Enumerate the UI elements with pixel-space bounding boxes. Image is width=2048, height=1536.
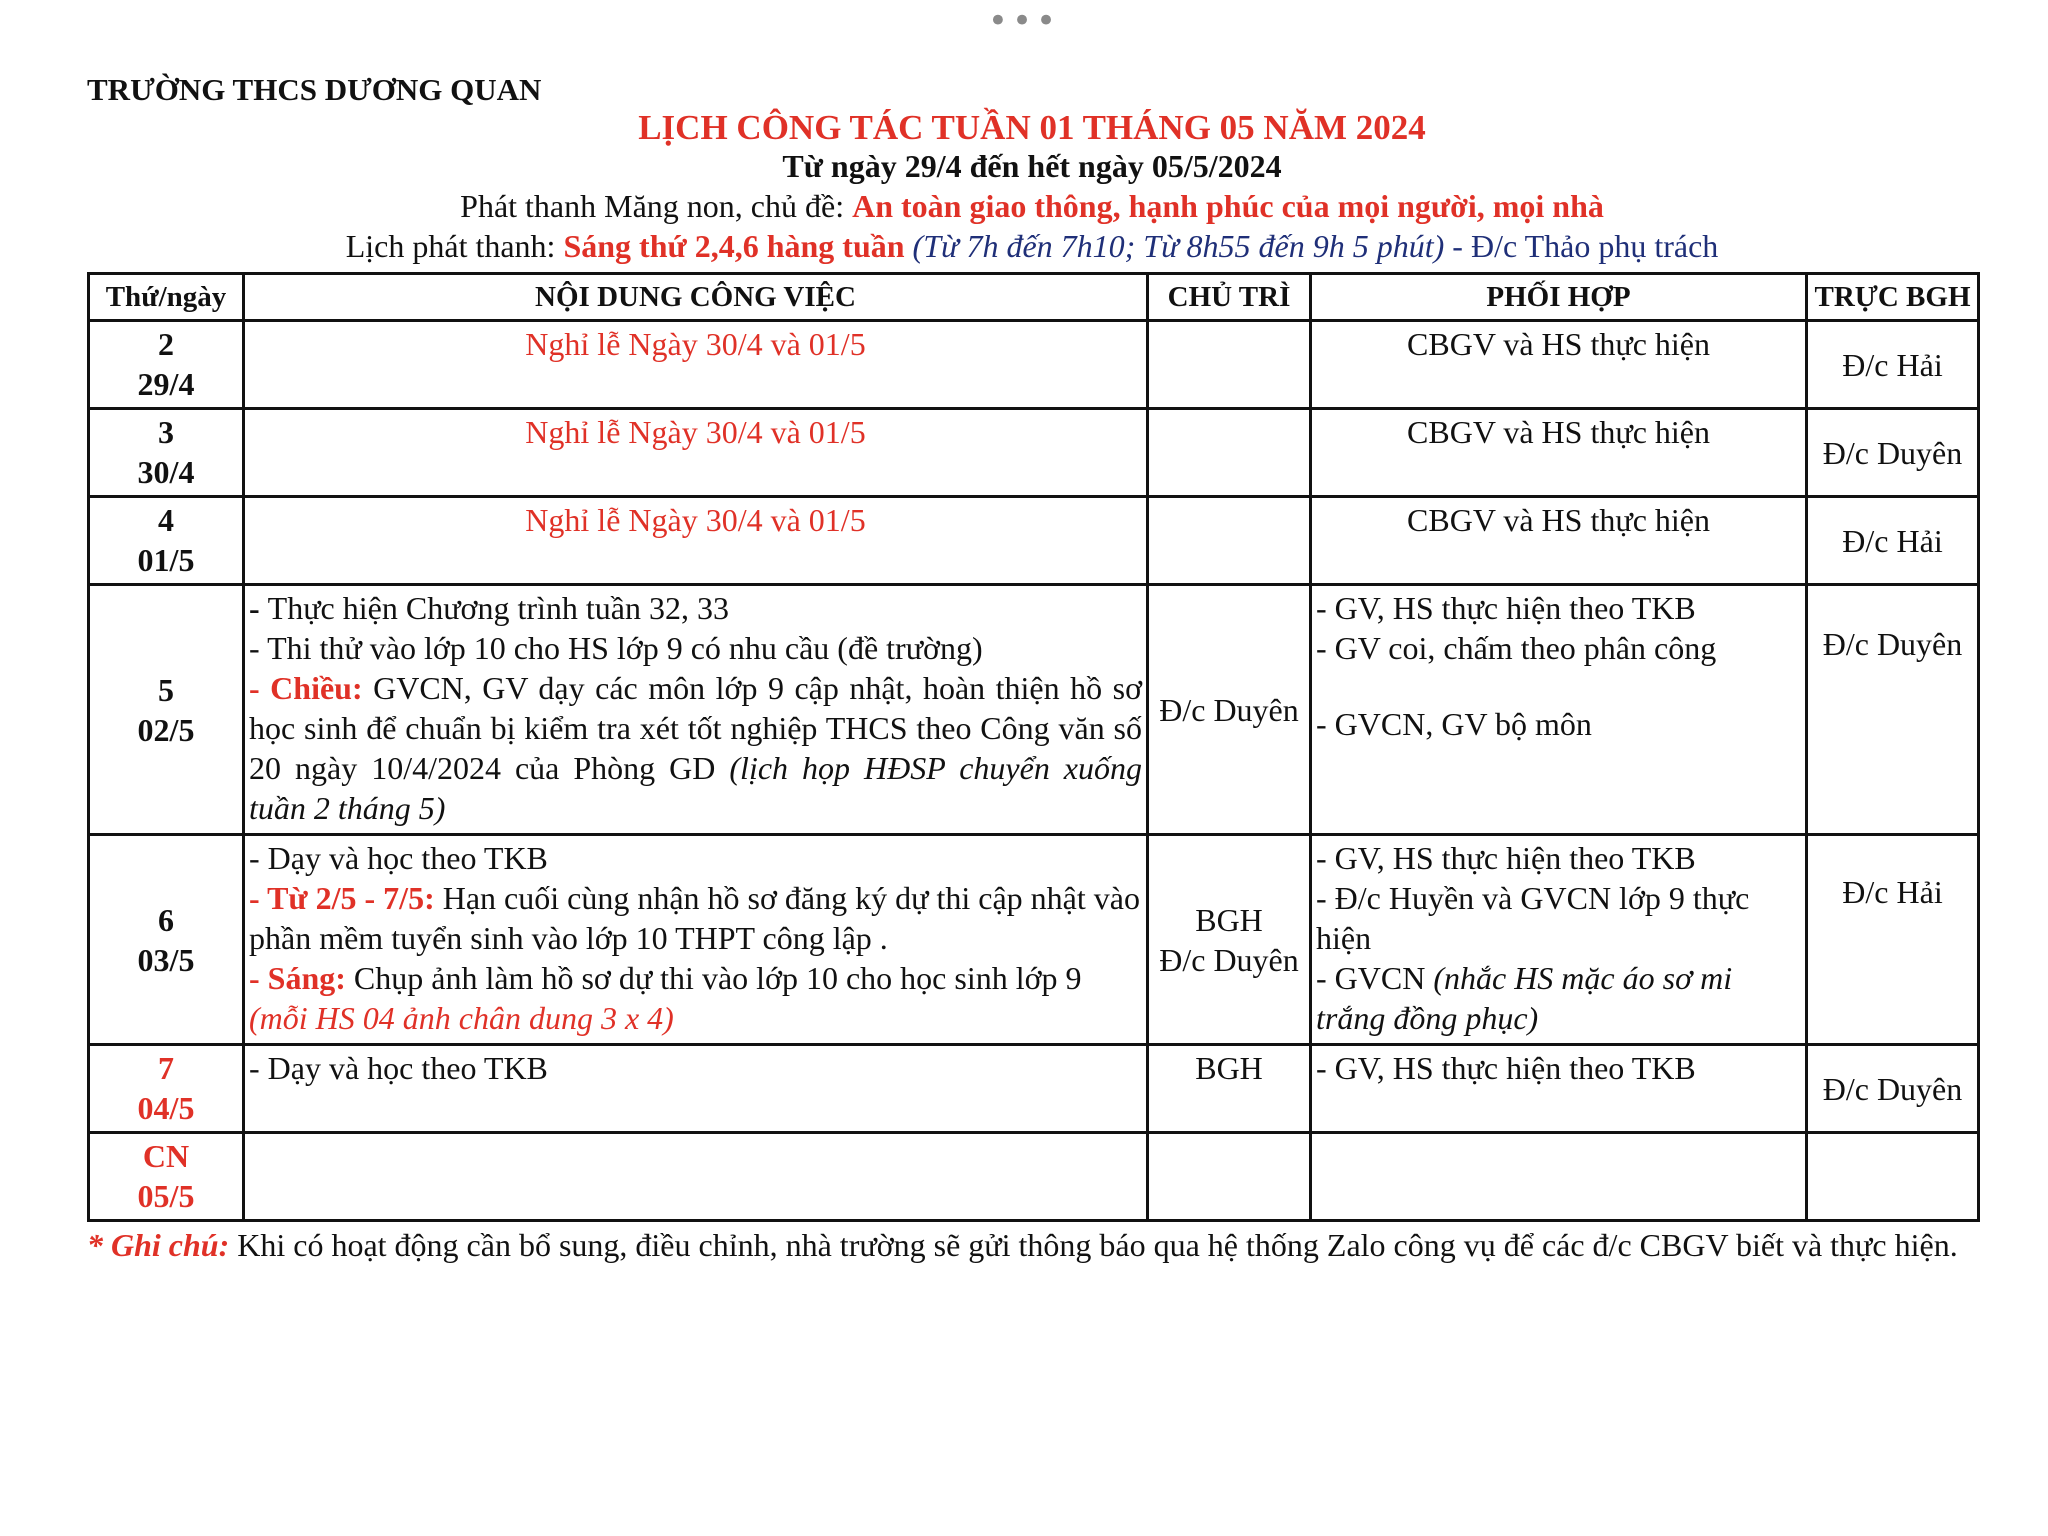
table-header-row	[89, 274, 1979, 321]
day-number: 4	[158, 502, 174, 538]
content-label: - Từ 2/5 - 7/5:	[249, 880, 435, 916]
duty-cell: Đ/c Hải	[1807, 835, 1979, 1045]
host-cell	[1148, 497, 1311, 585]
host-cell	[1148, 409, 1311, 497]
content-cell: Nghỉ lễ Ngày 30/4 và 01/5	[244, 497, 1148, 585]
date-range: Từ ngày 29/4 đến hết ngày 05/5/2024	[782, 148, 1282, 184]
day-cell	[89, 835, 244, 1045]
table-row	[89, 585, 1979, 835]
footnote-label: * Ghi chú:	[87, 1227, 230, 1263]
radio-topic: An toàn giao thông, hạnh phúc của mọi người, mọi nhà	[852, 188, 1604, 224]
day-cell	[89, 1133, 244, 1221]
content-text: GVCN, GV dạy các môn lớp 9 cập nhật, hoàn thiện hồ sơ học sinh để chuẩn bị kiểm tra xét tốt nghiệp THCS theo Công văn số 20 ngày 10/4/2024 của Phòng GD	[249, 670, 1142, 786]
content-line	[249, 668, 1142, 828]
duty-cell: Đ/c Hải	[1807, 497, 1979, 585]
coord-line: - GV, HS thực hiện theo TKB	[1316, 840, 1696, 876]
table-row	[89, 497, 1979, 585]
content-cell	[244, 1133, 1148, 1221]
coord-line	[1316, 958, 1801, 1038]
footnote	[87, 1225, 2017, 1266]
duty-cell: Đ/c Hải	[1807, 321, 1979, 409]
day-number: 3	[158, 414, 174, 450]
content-cell: Nghỉ lễ Ngày 30/4 và 01/5	[244, 409, 1148, 497]
schedule-times: (Từ 7h đến 7h10; Từ 8h55 đến 9h 5 phút)	[904, 228, 1445, 264]
col-header-day: Thứ/ngày	[89, 274, 244, 321]
col-header-coord: PHỐI HỢP	[1311, 274, 1807, 321]
coord-cell: - GV, HS thực hiện theo TKB	[1311, 1045, 1807, 1133]
coord-line: - Đ/c Huyền và GVCN lớp 9 thực hiện	[1316, 880, 1750, 956]
content-text: Thực hiện Chương trình tuần 32, 33	[267, 590, 729, 626]
content-dash: -	[249, 590, 268, 626]
day-cell	[89, 1045, 244, 1133]
day-date: 04/5	[137, 1090, 195, 1126]
table-row	[89, 835, 1979, 1045]
content-label: - Chiều:	[249, 670, 363, 706]
radio-schedule-line	[87, 228, 1977, 265]
host-cell: BGH	[1148, 1045, 1311, 1133]
content-line	[249, 588, 1142, 628]
coord-cell	[1311, 585, 1807, 835]
schedule-days: Sáng thứ 2,4,6 hàng tuần	[563, 228, 905, 264]
content-text: Hạn cuối cùng nhận hồ sơ đăng ký dự thi cập nhật vào phần mềm tuyển sinh vào lớp 10 THPT công lập .	[249, 880, 1140, 956]
coord-cell: CBGV và HS thực hiện	[1311, 321, 1807, 409]
day-date: 03/5	[137, 941, 195, 978]
table-row	[89, 321, 1979, 409]
school-name: TRƯỜNG THCS DƯƠNG QUAN	[87, 72, 542, 107]
coord-cell	[1311, 1133, 1807, 1221]
coord-cell: CBGV và HS thực hiện	[1311, 409, 1807, 497]
day-number: 2	[158, 326, 174, 362]
coord-line: - GV coi, chấm theo phân công	[1316, 630, 1717, 666]
content-cell	[244, 585, 1148, 835]
table-row	[89, 409, 1979, 497]
day-number: 5	[158, 671, 174, 708]
host-line: BGH	[1195, 901, 1263, 938]
day-cell	[89, 585, 244, 835]
coord-cell: CBGV và HS thực hiện	[1311, 497, 1807, 585]
col-header-content: NỘI DUNG CÔNG VIỆC	[244, 274, 1148, 321]
day-number: 6	[158, 901, 174, 938]
duty-cell	[1807, 1133, 1979, 1221]
day-date: 02/5	[137, 711, 195, 748]
day-date: 30/4	[137, 454, 195, 490]
page-title: LỊCH CÔNG TÁC TUẦN 01 THÁNG 05 NĂM 2024	[638, 108, 1426, 147]
host-cell: Đ/c Duyên	[1148, 585, 1311, 835]
content-cell: Nghỉ lễ Ngày 30/4 và 01/5	[244, 321, 1148, 409]
day-date: 29/4	[137, 366, 195, 402]
coord-cell	[1311, 835, 1807, 1045]
content-line: - Thi thử vào lớp 10 cho HS lớp 9 có nhu cầu (đề trường)	[249, 630, 983, 666]
schedule-owner: - Đ/c Thảo phụ trách	[1444, 228, 1719, 264]
table-row	[89, 1045, 1979, 1133]
day-cell	[89, 321, 244, 409]
duty-cell: Đ/c Duyên	[1807, 1045, 1979, 1133]
host-cell	[1148, 1133, 1311, 1221]
schedule-table	[87, 272, 1980, 1222]
schedule-label: Lịch phát thanh:	[345, 228, 564, 264]
host-cell	[1148, 835, 1311, 1045]
content-text: Chụp ảnh làm hồ sơ dự thi vào lớp 10 cho học sinh lớp 9	[345, 960, 1082, 996]
content-cell	[244, 835, 1148, 1045]
duty-cell: Đ/c Duyên	[1807, 409, 1979, 497]
day-cell	[89, 409, 244, 497]
day-number: 7	[158, 1050, 174, 1086]
radio-label: Phát thanh Măng non, chủ đề:	[460, 188, 853, 224]
table-row	[89, 1133, 1979, 1221]
day-date: 05/5	[137, 1178, 195, 1214]
host-line: Đ/c Duyên	[1159, 941, 1299, 978]
coord-text: - GVCN	[1316, 960, 1434, 996]
footnote-text: Khi có hoạt động cần bổ sung, điều chỉnh, nhà trường sẽ gửi thông báo qua hệ thống Zalo công vụ để các đ/c CBGV biết và thực hiện.	[229, 1227, 1958, 1263]
content-label: - Sáng:	[249, 960, 346, 996]
day-number: CN	[142, 1138, 190, 1174]
content-line	[249, 958, 1142, 1038]
coord-line: - GV, HS thực hiện theo TKB	[1316, 590, 1696, 626]
content-italic: (mỗi HS 04 ảnh chân dung 3 x 4)	[249, 1000, 674, 1036]
content-cell: - Dạy và học theo TKB	[244, 1045, 1148, 1133]
day-cell	[89, 497, 244, 585]
radio-topic-line	[87, 188, 1977, 225]
col-header-duty: TRỰC BGH	[1807, 274, 1979, 321]
col-header-host: CHỦ TRÌ	[1148, 274, 1311, 321]
duty-cell: Đ/c Duyên	[1807, 585, 1979, 835]
day-date: 01/5	[137, 542, 195, 578]
content-line	[249, 878, 1142, 958]
coord-line: - GVCN, GV bộ môn	[1316, 706, 1592, 742]
content-line: - Dạy và học theo TKB	[249, 840, 548, 876]
coord-italic: (nhắc HS mặc áo sơ mi trắng đồng phục)	[1316, 960, 1733, 1036]
more-options-icon[interactable]: •••	[987, 1, 1061, 41]
content-italic: (lịch họp HĐSP chuyển xuống tuần 2 tháng 5)	[249, 750, 1143, 826]
host-cell	[1148, 321, 1311, 409]
